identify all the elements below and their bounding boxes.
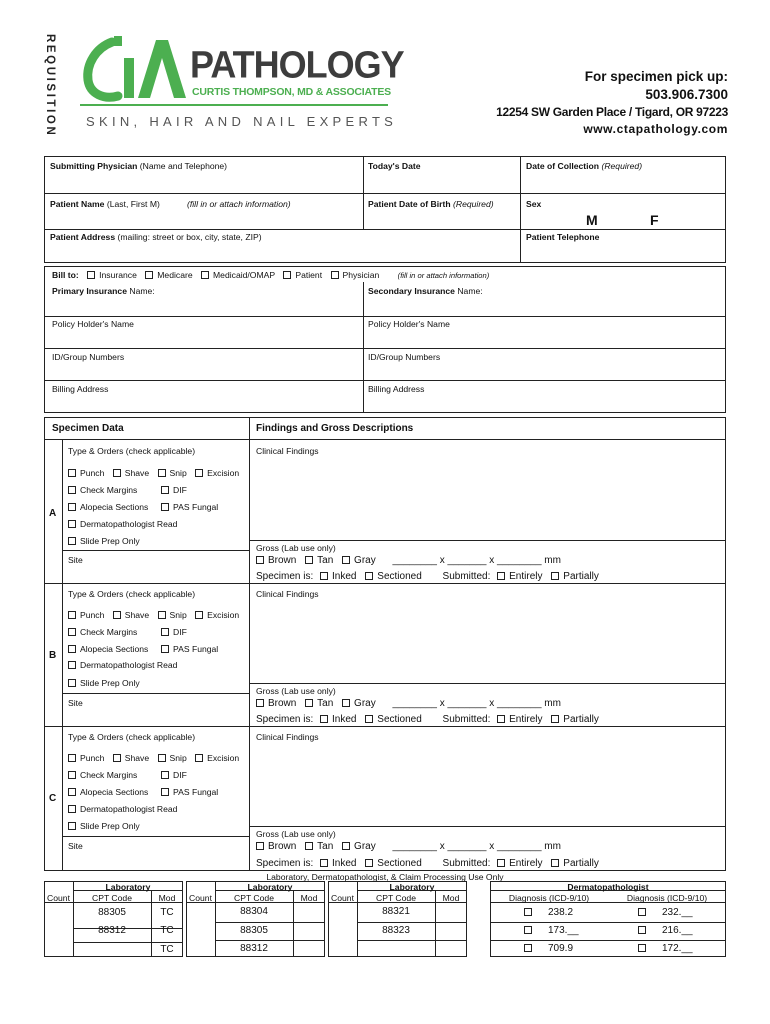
checkbox-icon[interactable] bbox=[161, 771, 169, 779]
checkbox-icon[interactable] bbox=[365, 859, 373, 867]
patient-telephone-field[interactable]: Patient Telephone bbox=[526, 232, 600, 242]
checkbox-icon[interactable] bbox=[68, 520, 76, 528]
checkbox-icon[interactable] bbox=[195, 754, 203, 762]
dob-field[interactable]: Patient Date of Birth (Required) bbox=[368, 199, 494, 209]
derm-read-option[interactable]: Dermatopathologist Read bbox=[68, 660, 177, 670]
secondary-billing-address-field[interactable]: Billing Address bbox=[368, 384, 425, 394]
gray-option[interactable]: Gray bbox=[342, 841, 376, 852]
excision-option[interactable]: Excision bbox=[195, 468, 239, 478]
primary-insurance-field[interactable]: Primary Insurance Name: bbox=[52, 286, 155, 296]
sectioned-option[interactable]: Sectioned bbox=[365, 858, 421, 869]
diagnosis-option[interactable]: 232.__ bbox=[638, 907, 693, 918]
patient-name-field[interactable]: Patient Name (Last, First M) bbox=[50, 199, 160, 209]
cpt-code: 88305 bbox=[240, 925, 268, 936]
checkbox-icon[interactable] bbox=[551, 859, 559, 867]
gross-colors-row bbox=[256, 555, 561, 566]
checkbox-icon[interactable] bbox=[87, 271, 95, 279]
checkbox-icon[interactable] bbox=[497, 715, 505, 723]
cpt-mod: TC bbox=[160, 925, 174, 936]
bill-medicaid-option[interactable]: Medicaid/OMAP bbox=[201, 270, 275, 280]
checkbox-icon[interactable] bbox=[161, 788, 169, 796]
punch-option[interactable]: Punch bbox=[68, 468, 104, 478]
checkbox-icon[interactable] bbox=[638, 908, 646, 916]
logo-rule bbox=[80, 104, 388, 106]
alopecia-option[interactable]: Alopecia Sections bbox=[68, 502, 148, 512]
checkbox-icon[interactable] bbox=[551, 572, 559, 580]
lab-use-only-label: Laboratory, Dermatopathologist, & Claim Processing Use Only bbox=[266, 872, 504, 882]
shave-option[interactable]: Shave bbox=[113, 468, 149, 478]
site-field[interactable]: Site bbox=[68, 555, 83, 565]
checkbox-icon[interactable] bbox=[256, 842, 264, 850]
gross-colors-row bbox=[256, 841, 561, 852]
pickup-label: For specimen pick up: bbox=[584, 69, 728, 84]
bill-physician-option[interactable]: Physician bbox=[331, 270, 380, 280]
cpt-mod: TC bbox=[160, 907, 174, 918]
checkbox-icon[interactable] bbox=[68, 754, 76, 762]
checkbox-icon[interactable] bbox=[161, 645, 169, 653]
alopecia-option[interactable]: Alopecia Sections bbox=[68, 787, 148, 797]
diagnosis-option[interactable]: 238.2 bbox=[524, 907, 573, 918]
punch-option[interactable]: Punch bbox=[68, 610, 104, 620]
checkbox-icon[interactable] bbox=[113, 611, 121, 619]
checkbox-icon[interactable] bbox=[68, 788, 76, 796]
checkbox-icon[interactable] bbox=[68, 469, 76, 477]
type-orders-label: Type & Orders (check applicable) bbox=[68, 732, 196, 742]
checkbox-icon[interactable] bbox=[68, 679, 76, 687]
patient-fill-note: (fill in or attach information) bbox=[187, 199, 291, 209]
orders-row-1 bbox=[68, 610, 239, 620]
inked-option[interactable]: Inked bbox=[320, 571, 356, 582]
brown-option[interactable]: Brown bbox=[256, 841, 296, 852]
pas-option[interactable]: PAS Fungal bbox=[161, 644, 218, 654]
pickup-block bbox=[468, 68, 728, 138]
tan-option[interactable]: Tan bbox=[305, 841, 333, 852]
slide-prep-option[interactable]: Slide Prep Only bbox=[68, 821, 140, 831]
checkbox-icon[interactable] bbox=[342, 556, 350, 564]
brown-option[interactable]: Brown bbox=[256, 555, 296, 566]
secondary-id-group-field[interactable]: ID/Group Numbers bbox=[368, 352, 441, 362]
check-margins-option[interactable]: Check Margins bbox=[68, 627, 137, 637]
clinical-findings-field[interactable]: Clinical Findings bbox=[256, 732, 319, 742]
gross-colors-row bbox=[256, 698, 561, 709]
cpt-code: 88312 bbox=[98, 925, 126, 936]
entirely-option[interactable]: Entirely bbox=[497, 714, 542, 725]
checkbox-icon[interactable] bbox=[305, 699, 313, 707]
site-field[interactable]: Site bbox=[68, 698, 83, 708]
entirely-option[interactable]: Entirely bbox=[497, 571, 542, 582]
specimen-letter-c: C bbox=[49, 793, 57, 804]
derm-read-option[interactable]: Dermatopathologist Read bbox=[68, 804, 177, 814]
diagnosis-option[interactable]: 709.9 bbox=[524, 943, 573, 954]
specimen-letter-b: B bbox=[49, 650, 57, 661]
checkbox-icon[interactable] bbox=[256, 699, 264, 707]
entirely-option[interactable]: Entirely bbox=[497, 858, 542, 869]
checkbox-icon[interactable] bbox=[365, 715, 373, 723]
slide-prep-option[interactable]: Slide Prep Only bbox=[68, 678, 140, 688]
excision-option[interactable]: Excision bbox=[195, 610, 239, 620]
partially-option[interactable]: Partially bbox=[551, 858, 599, 869]
submitting-physician-field[interactable]: Submitting Physician (Name and Telephone) bbox=[50, 161, 228, 171]
specimen-is-row: Specimen is: Inked Sectioned Submitted: Entirely Partially bbox=[256, 714, 599, 725]
checkbox-icon[interactable] bbox=[201, 271, 209, 279]
checkbox-icon[interactable] bbox=[68, 822, 76, 830]
primary-id-group-field[interactable]: ID/Group Numbers bbox=[52, 352, 125, 362]
dif-option[interactable]: DIF bbox=[161, 770, 187, 780]
checkbox-icon[interactable] bbox=[524, 926, 532, 934]
bill-patient-option[interactable]: Patient bbox=[283, 270, 322, 280]
dif-option[interactable]: DIF bbox=[161, 485, 187, 495]
checkbox-icon[interactable] bbox=[256, 556, 264, 564]
tan-option[interactable]: Tan bbox=[305, 555, 333, 566]
sectioned-option[interactable]: Sectioned bbox=[365, 571, 421, 582]
date-collection-field[interactable]: Date of Collection (Required) bbox=[526, 161, 643, 171]
specimen-data-title: Specimen Data bbox=[52, 423, 124, 434]
punch-option[interactable]: Punch bbox=[68, 753, 104, 763]
checkbox-icon[interactable] bbox=[145, 271, 153, 279]
requisition-vertical: REQUISITION bbox=[44, 34, 56, 138]
checkbox-icon[interactable] bbox=[342, 699, 350, 707]
clinical-findings-field[interactable]: Clinical Findings bbox=[256, 446, 319, 456]
checkbox-icon[interactable] bbox=[158, 611, 166, 619]
checkbox-icon[interactable] bbox=[365, 572, 373, 580]
shave-option[interactable]: Shave bbox=[113, 610, 149, 620]
cpt-code: 88312 bbox=[240, 943, 268, 954]
cpt-code: 88321 bbox=[382, 906, 410, 917]
gross-label: Gross (Lab use only) bbox=[256, 829, 336, 839]
gross-label: Gross (Lab use only) bbox=[256, 543, 336, 553]
check-margins-option[interactable]: Check Margins bbox=[68, 770, 137, 780]
checkbox-icon[interactable] bbox=[68, 805, 76, 813]
checkbox-icon[interactable] bbox=[497, 859, 505, 867]
dif-option[interactable]: DIF bbox=[161, 627, 187, 637]
checkbox-icon[interactable] bbox=[497, 572, 505, 580]
checkbox-icon[interactable] bbox=[638, 926, 646, 934]
checkbox-icon[interactable] bbox=[524, 944, 532, 952]
sectioned-option[interactable]: Sectioned bbox=[365, 714, 421, 725]
specimen-is-row: Specimen is: Inked Sectioned Submitted: Entirely Partially bbox=[256, 858, 599, 869]
checkbox-icon[interactable] bbox=[551, 715, 559, 723]
derm-read-option[interactable]: Dermatopathologist Read bbox=[68, 519, 177, 529]
checkbox-icon[interactable] bbox=[68, 503, 76, 511]
findings-title: Findings and Gross Descriptions bbox=[256, 423, 414, 434]
checkbox-icon[interactable] bbox=[283, 271, 291, 279]
patient-address-field[interactable]: Patient Address (mailing: street or box, city, state, ZIP) bbox=[50, 232, 262, 242]
site-field[interactable]: Site bbox=[68, 841, 83, 851]
checkbox-icon[interactable] bbox=[320, 859, 328, 867]
secondary-policy-holder-field[interactable]: Policy Holder's Name bbox=[368, 319, 450, 329]
checkbox-icon[interactable] bbox=[68, 645, 76, 653]
cpt-code: 88304 bbox=[240, 906, 268, 917]
cpt-code: 88323 bbox=[382, 925, 410, 936]
todays-date-field[interactable]: Today's Date bbox=[368, 161, 421, 171]
logo-swoosh-icon bbox=[78, 34, 198, 104]
clinical-findings-field[interactable]: Clinical Findings bbox=[256, 589, 319, 599]
secondary-insurance-field[interactable]: Secondary Insurance Name: bbox=[368, 286, 483, 296]
cpt-code: 88305 bbox=[98, 907, 126, 918]
checkbox-icon[interactable] bbox=[68, 486, 76, 494]
pickup-website: www.ctapathology.com bbox=[583, 122, 728, 136]
partially-option[interactable]: Partially bbox=[551, 571, 599, 582]
sex-f-option[interactable]: F bbox=[650, 212, 659, 228]
shave-option[interactable]: Shave bbox=[113, 753, 149, 763]
bill-to-row: Bill to: Insurance Medicare Medicaid/OMAP Patient Physician (fill in or attach information) bbox=[52, 270, 490, 280]
checkbox-icon[interactable] bbox=[68, 611, 76, 619]
specimen-letter-a: A bbox=[49, 508, 57, 519]
diagnosis-option[interactable]: 216.__ bbox=[638, 925, 693, 936]
checkbox-icon[interactable] bbox=[68, 628, 76, 636]
checkbox-icon[interactable] bbox=[161, 486, 169, 494]
checkbox-icon[interactable] bbox=[68, 771, 76, 779]
checkbox-icon[interactable] bbox=[320, 715, 328, 723]
checkbox-icon[interactable] bbox=[161, 628, 169, 636]
checkbox-icon[interactable] bbox=[320, 572, 328, 580]
checkbox-icon[interactable] bbox=[331, 271, 339, 279]
excision-option[interactable]: Excision bbox=[195, 753, 239, 763]
checkbox-icon[interactable] bbox=[161, 503, 169, 511]
logo-sub: CURTIS THOMPSON, MD & ASSOCIATES bbox=[192, 86, 391, 98]
diagnosis-option[interactable]: 172.__ bbox=[638, 943, 693, 954]
dimensions-field[interactable]: ________ x _______ x ________ mm bbox=[392, 698, 561, 709]
snip-option[interactable]: Snip bbox=[158, 610, 187, 620]
logo bbox=[78, 34, 404, 134]
primary-policy-holder-field[interactable]: Policy Holder's Name bbox=[52, 319, 134, 329]
inked-option[interactable]: Inked bbox=[320, 714, 356, 725]
sex-m-option[interactable]: M bbox=[586, 212, 598, 228]
orders-row-1 bbox=[68, 468, 239, 478]
pas-option[interactable]: PAS Fungal bbox=[161, 787, 218, 797]
checkbox-icon[interactable] bbox=[524, 908, 532, 916]
checkbox-icon[interactable] bbox=[68, 537, 76, 545]
tagline: SKIN, HAIR AND NAIL EXPERTS bbox=[86, 114, 398, 129]
cpt-mod: TC bbox=[160, 944, 174, 955]
brown-option[interactable]: Brown bbox=[256, 698, 296, 709]
partially-option[interactable]: Partially bbox=[551, 714, 599, 725]
checkbox-icon[interactable] bbox=[195, 469, 203, 477]
primary-billing-address-field[interactable]: Billing Address bbox=[52, 384, 109, 394]
patient-section bbox=[44, 156, 726, 263]
snip-option[interactable]: Snip bbox=[158, 468, 187, 478]
specimen-is-row: Specimen is: Inked Sectioned Submitted: Entirely Partially bbox=[256, 571, 599, 582]
checkbox-icon[interactable] bbox=[342, 842, 350, 850]
snip-option[interactable]: Snip bbox=[158, 753, 187, 763]
pas-option[interactable]: PAS Fungal bbox=[161, 502, 218, 512]
type-orders-label: Type & Orders (check applicable) bbox=[68, 446, 196, 456]
gray-option[interactable]: Gray bbox=[342, 555, 376, 566]
orders-row-1 bbox=[68, 753, 239, 763]
bill-insurance-option[interactable]: Insurance bbox=[87, 270, 137, 280]
checkbox-icon[interactable] bbox=[158, 754, 166, 762]
checkbox-icon[interactable] bbox=[68, 661, 76, 669]
tan-option[interactable]: Tan bbox=[305, 698, 333, 709]
slide-prep-option[interactable]: Slide Prep Only bbox=[68, 536, 140, 546]
alopecia-option[interactable]: Alopecia Sections bbox=[68, 644, 148, 654]
logo-word: PATHOLOGY bbox=[190, 42, 404, 86]
diagnosis-option[interactable]: 173.__ bbox=[524, 925, 579, 936]
type-orders-label: Type & Orders (check applicable) bbox=[68, 589, 196, 599]
checkbox-icon[interactable] bbox=[113, 754, 121, 762]
checkbox-icon[interactable] bbox=[305, 842, 313, 850]
checkbox-icon[interactable] bbox=[195, 611, 203, 619]
inked-option[interactable]: Inked bbox=[320, 858, 356, 869]
bill-medicare-option[interactable]: Medicare bbox=[145, 270, 192, 280]
sex-label: Sex bbox=[526, 199, 542, 209]
check-margins-option[interactable]: Check Margins bbox=[68, 485, 137, 495]
gross-label: Gross (Lab use only) bbox=[256, 686, 336, 696]
pickup-address: 12254 SW Garden Place / Tigard, OR 97223 bbox=[496, 105, 728, 119]
checkbox-icon[interactable] bbox=[158, 469, 166, 477]
checkbox-icon[interactable] bbox=[113, 469, 121, 477]
gray-option[interactable]: Gray bbox=[342, 698, 376, 709]
checkbox-icon[interactable] bbox=[638, 944, 646, 952]
dimensions-field[interactable]: ________ x _______ x ________ mm bbox=[392, 555, 561, 566]
dimensions-field[interactable]: ________ x _______ x ________ mm bbox=[392, 841, 561, 852]
checkbox-icon[interactable] bbox=[305, 556, 313, 564]
pickup-phone: 503.906.7300 bbox=[645, 87, 728, 102]
